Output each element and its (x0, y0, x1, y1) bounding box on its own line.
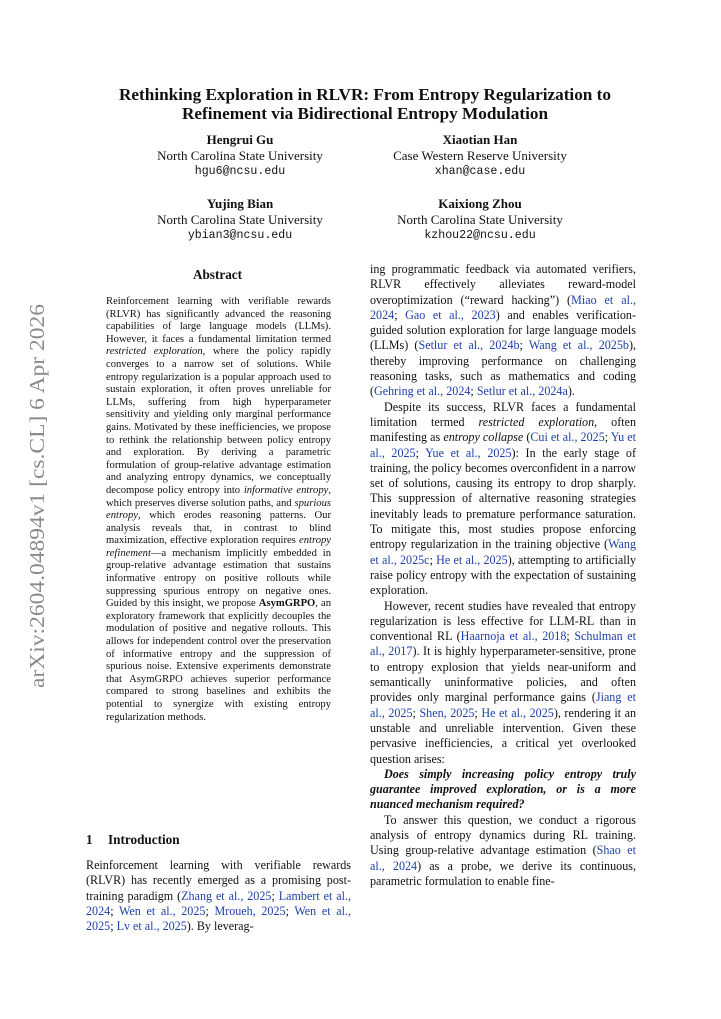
citation-link[interactable]: Gehring et al., 2024 (374, 384, 471, 399)
text-run: ), attempting to artificially raise policy entropy with the expectation of sustaining exploration. (370, 552, 636, 598)
author-affiliation: North Carolina State University (157, 212, 323, 227)
text-run: ( (523, 430, 531, 445)
citation-link[interactable]: Cui et al., 2025 (530, 430, 605, 445)
citation-link[interactable]: Lambert et al., 2024 (86, 888, 352, 918)
citation-link[interactable]: Shen, 2025 (419, 705, 475, 720)
author-affiliation: North Carolina State University (397, 212, 563, 227)
text-run: ; (285, 903, 295, 918)
author-name: Yujing Bian (206, 196, 274, 211)
text-run: Reinforcement learning with verifiable rewards (RLVR) has significantly advanced the reasoning capabilities of large language models (LLMs). However, it faces a fundamental limitation termed (106, 296, 331, 345)
text-run: , which erodes reasoning patterns. Our analysis reveals that, in contrast to blind maximization, effective exploration requires (106, 510, 331, 547)
text-run: ), rendering it an unstable and unreliable intervention. Given these pervasive inefficiencies, a critical yet overlooked question arises: (370, 705, 637, 766)
text-run: Despite its success, RLVR faces a fundamental limitation termed (370, 399, 636, 429)
text-run: ; (470, 384, 477, 399)
text-run: ), thereby improving performance on challenging reasoning tasks, such as mathematics and coding ( (370, 338, 636, 399)
text-run: ). It is highly hyperparameter-sensitive, prone to entropy explosion that yields near-uniform and semantically uninformative policies, and often provides only marginal performance gains ( (370, 644, 636, 705)
text-run: ; (429, 552, 437, 567)
text-run: ing programmatic feedback via automated verifiers, RLVR effectively alleviates reward-model overoptimization (“reward hacking”) ( (370, 262, 636, 307)
right-column (370, 262, 636, 889)
text-run: ; (205, 903, 215, 918)
body-paragraph (370, 262, 636, 400)
text-run: To answer this question, we conduct a rigorous analysis of entropy dynamics during RL training. Using group-relative advantage estimation ( (370, 812, 636, 858)
citation-link[interactable]: Wang et al., 2025c (370, 537, 636, 567)
abstract-paragraph (106, 296, 331, 724)
arxiv-identifier (16, 300, 54, 700)
text-run: However, recent studies have revealed that entropy regularization is less effective for LLM-RL than in conventional RL ( (370, 598, 636, 644)
emphasis-text: entropy collapse (443, 430, 524, 445)
text-run: Reinforcement learning with verifiable rewards (RLVR) has recently emerged as a promising post-training paradigm ( (86, 858, 351, 903)
text-run: ; (519, 338, 529, 353)
citation-link[interactable]: Setlur et al., 2024b (418, 338, 520, 353)
text-run: ) and enables verification-guided solution exploration for large language models (LLMs) ( (370, 307, 636, 353)
citation-link[interactable]: Miao et al., 2024 (370, 292, 636, 322)
text-run: ; (412, 705, 420, 720)
emphasis-text: restricted exploration (478, 414, 595, 429)
text-run: ): In the early stage of training, the policy becomes overconfident in a narrow set of solutions, causing its entropy to drop sharply. This suppression of alternative reasoning strategies inevitably leads to premature performance saturation. To mitigate this, most studies propose enforcing entropy regularization in the training objective ( (370, 445, 636, 552)
author-name: Hengrui Gu (206, 132, 274, 147)
emphasis-text: informative entropy (243, 484, 329, 496)
arxiv-id-text: arXiv:2604.04894v1 [cs.CL] 6 Apr 2026 (25, 345, 49, 688)
text-run: —a mechanism implicitly embedded in group-relative advantage estimation that sustains informative entropy on positive rollouts while suppressing spurious entropy on negative ones. Guided by this insight, we propose (106, 547, 331, 610)
abstract-heading: Abstract (192, 267, 243, 282)
citation-link[interactable]: Gao et al., 2023 (405, 307, 496, 322)
citation-link[interactable]: He et al., 2025 (481, 705, 554, 720)
author-block (110, 196, 370, 244)
citation-link[interactable]: Wen et al., 2025 (118, 903, 206, 918)
author-email[interactable]: ybian3@ncsu.edu (187, 229, 293, 242)
text-run: Does simply increasing policy entropy truly guarantee improved exploration, or is a more nuanced mechanism required? (370, 766, 636, 812)
citation-link[interactable]: Zhang et al., 2025 (181, 888, 272, 903)
author-block (350, 132, 610, 180)
author-affiliation: Case Western Reserve University (393, 148, 567, 163)
author-name: Kaixiong Zhou (438, 196, 522, 211)
author-email[interactable]: xhan@case.edu (434, 165, 526, 178)
author-affiliation: North Carolina State University (157, 148, 323, 163)
intro-paragraph (86, 858, 351, 934)
author-email[interactable]: kzhou22@ncsu.edu (424, 229, 536, 242)
citation-link[interactable]: Setlur et al., 2024a (476, 384, 568, 399)
emphasis-text: spurious entropy (106, 497, 331, 522)
citation-link[interactable]: Wang et al., 2025b (528, 338, 629, 353)
citation-link[interactable]: Shao et al., 2024 (370, 843, 636, 873)
bold-text: AsymGRPO (258, 598, 316, 610)
text-run: ; (474, 705, 482, 720)
text-run: ; (110, 919, 117, 934)
citation-link[interactable]: Wen et al., 2025 (86, 903, 351, 934)
citation-link[interactable]: Jiang et al., 2025 (370, 690, 636, 720)
citation-link[interactable]: Yue et al., 2025 (425, 445, 512, 460)
author-block (110, 132, 370, 180)
text-run: , an exploratory framework that explicitly decouples the modulation of positive and negative rollouts. This allows for independent control over the preservation of informative entropy and the suppression of spurious noise. Extensive experiments demonstrate that AsymGRPO achieves superior performance compared to strong baselines and exhibits the potential to synergize with existing entropy regularization methods. (106, 598, 331, 723)
citation-link[interactable]: Lv et al., 2025 (116, 919, 187, 934)
section-heading (86, 832, 180, 848)
emphasis-text: restricted exploration (106, 346, 203, 358)
section-number: 1 (86, 832, 93, 847)
text-run: ). By leverag- (186, 919, 254, 934)
body-paragraph (370, 599, 636, 767)
section-title: Introduction (108, 832, 180, 847)
text-run: , which preserves diverse solution paths, and (106, 484, 331, 509)
intro-left-column (86, 858, 351, 934)
author-name: Xiaotian Han (442, 132, 518, 147)
text-run: ; (604, 430, 611, 445)
citation-link[interactable]: Mroueh, 2025 (214, 903, 286, 918)
text-run: ) as a probe, we derive its continuous, parametric formulation to enable fine- (370, 858, 636, 888)
text-run: ; (415, 445, 426, 460)
body-paragraph (370, 813, 636, 889)
text-run: ; (271, 888, 279, 903)
text-run: ; (110, 903, 119, 918)
citation-link[interactable]: Yu et al., 2025 (370, 430, 636, 460)
text-run: ). (567, 384, 575, 399)
research-question (370, 767, 636, 813)
author-email[interactable]: hgu6@ncsu.edu (194, 165, 286, 178)
text-run: , where the policy rapidly converges to a narrow set of solutions. While entropy regularization is a popular approach used to sustain exploration, it often proves unreliable for LLMs, suffering from high hyperparameter sensitivity and yielding only marginal performance gains. Motivated by these inefficiencies, we propose to rethink the relationship between policy entropy and exploration. By deriving a parametric formulation of group-relative advantage estimation and analyzing entropy dynamics, we conceptually decompose policy entropy into (106, 346, 331, 496)
emphasis-text: entropy refinement (106, 535, 331, 559)
citation-link[interactable]: Schulman et al., 2017 (370, 629, 636, 659)
author-block (350, 196, 610, 244)
text-run: ; (566, 629, 575, 644)
paper-title: Rethinking Exploration in RLVR: From Entropy Regularization to Refinement via Bidirectional Entropy Modulation (119, 85, 611, 123)
abstract-body (106, 296, 331, 724)
text-run: , often manifesting as (370, 414, 636, 445)
text-run: ; (394, 307, 406, 322)
citation-link[interactable]: Haarnoja et al., 2018 (460, 629, 567, 644)
body-paragraph (370, 400, 636, 599)
citation-link[interactable]: He et al., 2025 (436, 552, 508, 567)
